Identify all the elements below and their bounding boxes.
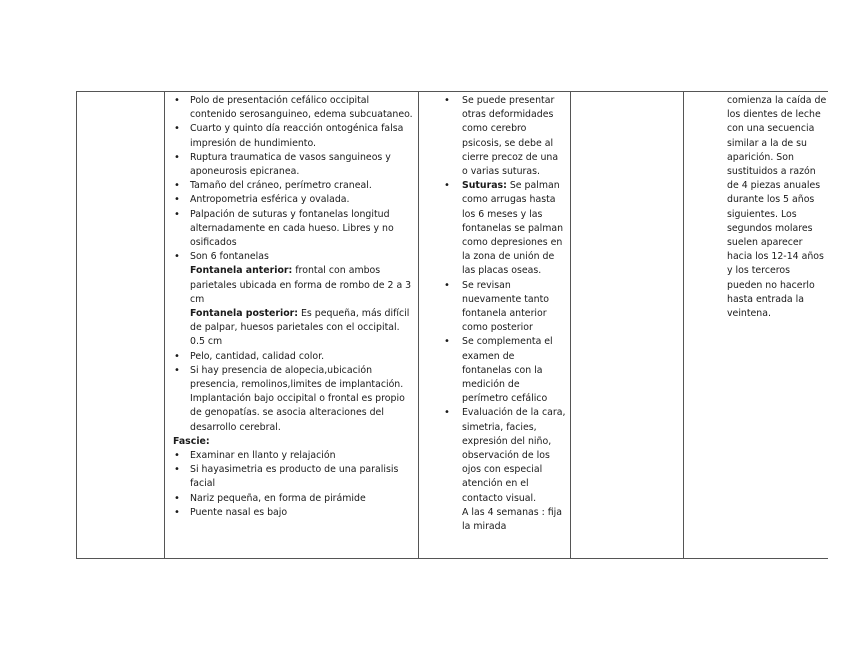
list-item: • Pelo, cantidad, calidad color. bbox=[190, 350, 414, 364]
bullet-list-craneo bbox=[190, 94, 414, 435]
list-item: • Palpación de suturas y fontanelas longitud alternadamente en cada hueso. Libres y no osificados bbox=[190, 208, 414, 251]
list-item: • Se revisan nuevamente tanto fontanela anterior como posterior bbox=[462, 279, 566, 336]
list-item: • Antropometria esférica y ovalada. bbox=[190, 193, 414, 207]
list-item-evaluacion bbox=[462, 406, 566, 534]
column-2-content bbox=[165, 92, 418, 520]
dientes-paragraph: comienza la caída de los dientes de leche con una secuencia similar a la de su aparición. Son sustituidos a razón de 4 piezas anuales durante los 5 años siguientes. Los segundos molares suelen aparecer hacia los 12-14 años y los terceros pueden no hacerlo hasta entrada la veintena. bbox=[727, 95, 827, 320]
list-item: • Polo de presentación cefálico occipital contenido serosanguineo, edema subcuataneo. bbox=[190, 94, 414, 122]
list-item: • Tamaño del cráneo, perímetro craneal. bbox=[190, 179, 414, 193]
fontanela-posterior bbox=[190, 307, 414, 350]
list-item: • Nariz pequeña, en forma de pirámide bbox=[190, 492, 414, 506]
list-item: • Puente nasal es bajo bbox=[190, 506, 414, 520]
bullet-list-fascie bbox=[190, 449, 414, 520]
list-item: • Si hayasimetria es producto de una paralisis facial bbox=[190, 463, 414, 491]
evaluacion-text: Evaluación de la cara, simetria, facies, expresión del niño, observación de los ojos con especial atención en el contacto visual. bbox=[462, 407, 566, 504]
fontanela-anterior bbox=[190, 264, 414, 307]
fontanelas-title: Son 6 fontanelas bbox=[190, 251, 269, 263]
fontanela-posterior-text: Es pequeña, más difícil de palpar, huesos parietales con el occipital. 0.5 cm bbox=[190, 308, 410, 348]
fontanela-anterior-label: Fontanela anterior: bbox=[190, 265, 293, 277]
list-item: • Ruptura traumatica de vasos sanguineos y aponeurosis epicranea. bbox=[190, 151, 414, 179]
table-column-5 bbox=[684, 92, 829, 558]
list-item: • Cuarto y quinto día reacción ontogénica falsa impresión de hundimiento. bbox=[190, 122, 414, 150]
list-item: • Se puede presentar otras deformidades como cerebro psicosis, se debe al cierre precoz de una o varias suturas. bbox=[462, 94, 566, 179]
list-item: • Se complementa el examen de fontanelas con la medición de perímetro cefálico bbox=[462, 335, 566, 406]
list-item: • Examinar en llanto y relajación bbox=[190, 449, 414, 463]
suturas-text: Se palman como arrugas hasta los 6 meses y las fontanelas se palman como depresiones en la zona de unión de las placas oseas. bbox=[462, 180, 564, 277]
fontanela-anterior-text: frontal con ambos parietales ubicada en forma de rombo de 2 a 3 cm bbox=[190, 265, 412, 305]
alopecia-text: Si hay presencia de alopecia,ubicación presencia, remolinos,limites de implantación. bbox=[190, 364, 404, 391]
list-item-fontanelas bbox=[190, 250, 414, 349]
table-column-4 bbox=[571, 92, 684, 558]
list-item-alopecia bbox=[190, 364, 414, 435]
table-column-1 bbox=[77, 92, 165, 558]
list-item-suturas bbox=[462, 179, 566, 278]
implantacion-text: Implantación bajo occipital o frontal es propio de genopatías. se asocia alteraciones del desarrollo cerebral. bbox=[190, 393, 405, 433]
fascie-heading: Fascie: bbox=[173, 435, 210, 447]
evaluacion-extra: A las 4 semanas : fija la mirada bbox=[462, 506, 563, 533]
bullet-list-suturas bbox=[462, 94, 566, 534]
column-5-content bbox=[684, 92, 829, 321]
document-table bbox=[76, 91, 828, 559]
suturas-label: Suturas: bbox=[462, 180, 507, 192]
table-column-3 bbox=[419, 92, 571, 558]
column-3-content bbox=[419, 92, 570, 534]
table-column-2 bbox=[165, 92, 419, 558]
fontanela-posterior-label: Fontanela posterior: bbox=[190, 308, 299, 320]
